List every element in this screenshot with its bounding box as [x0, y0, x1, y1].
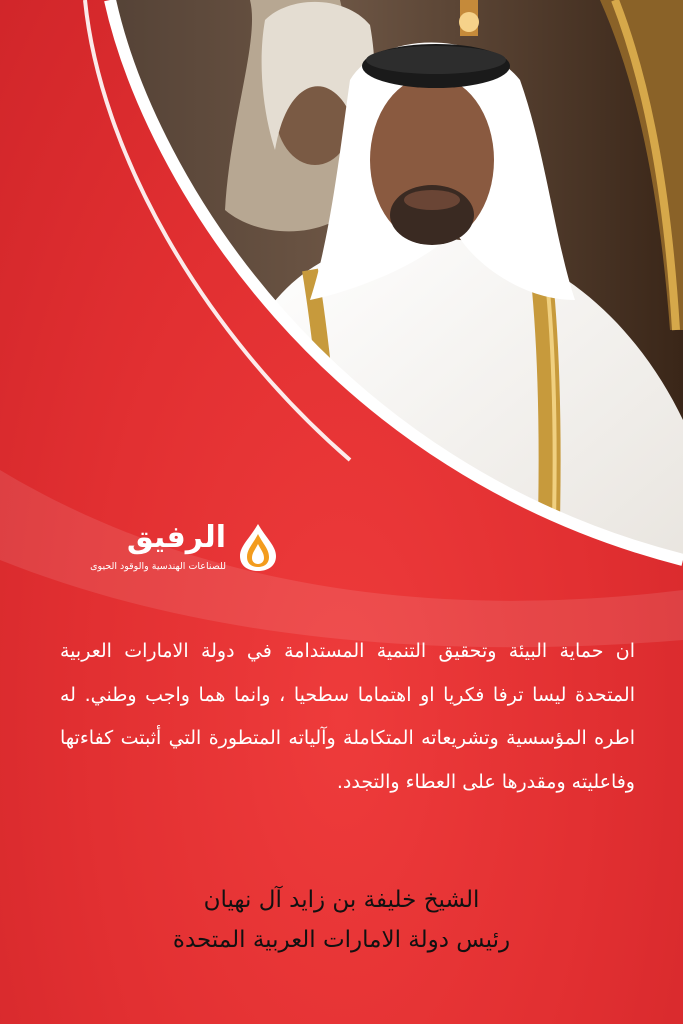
logo	[60, 518, 280, 582]
flame-drop-icon	[236, 522, 280, 572]
logo-subtitle: للصناعات الهندسية والوقود الحيوى	[90, 561, 226, 572]
signature-title: رئيس دولة الامارات العربية المتحدة	[172, 927, 511, 953]
logo-name: الرفيق	[126, 520, 226, 555]
quote-paragraph: ان حماية البيئة وتحقيق التنمية المستدامة في دولة الامارات العربية المتحدة ليسا ترفا فكريا او اهتماما سطحيا ، وانما هما واجب وطني. له اطره المؤسسية وتشريعاته المتكاملة وآلياته المتطورة التي أثبتت كفاءتها وفاعليته ومقدرها على العطاء والتجدد.	[60, 640, 635, 793]
signature-name: الشيخ خليفة بن زايد آل نهيان	[203, 887, 480, 913]
